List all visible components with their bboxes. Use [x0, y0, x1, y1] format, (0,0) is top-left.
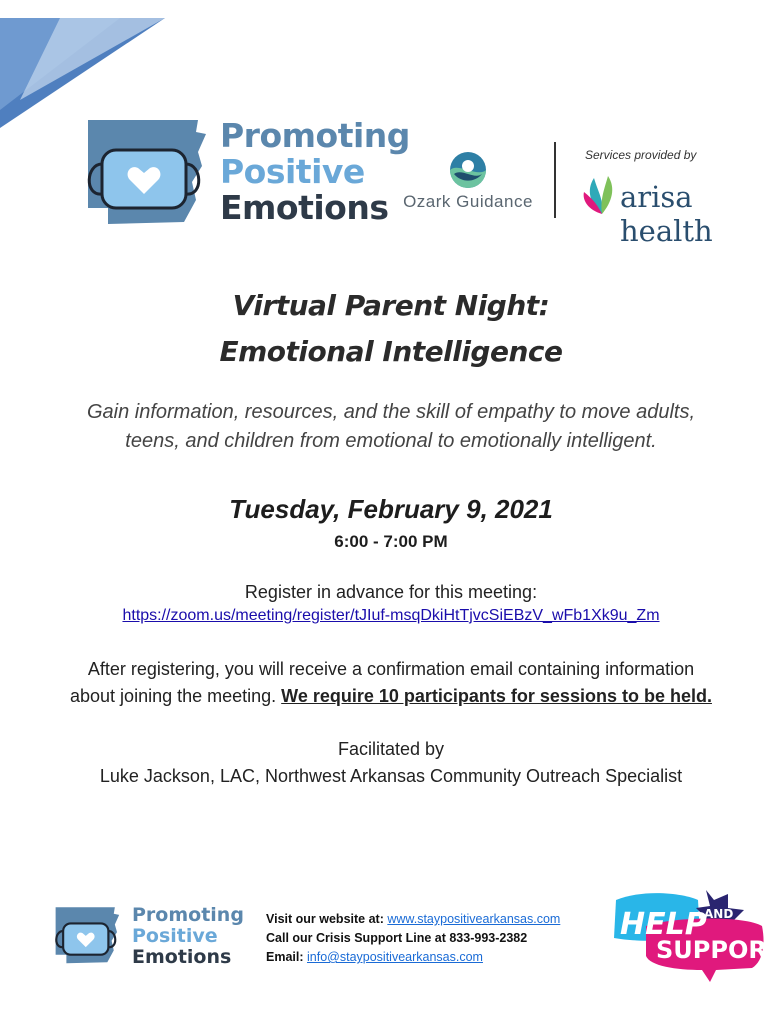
event-time: 6:00 - 7:00 PM	[334, 532, 448, 551]
badge-support-text: SUPPORT	[656, 936, 782, 964]
email-label: Email:	[266, 950, 307, 964]
participants-requirement: We require 10 participants for sessions to be held.	[281, 686, 712, 706]
register-label: Register in advance for this meeting:	[244, 582, 538, 602]
register-link[interactable]: https://zoom.us/meeting/register/tJIuf-msqDkiHtTjvcSiEBzV_wFb1Xk9u_Zm	[122, 607, 660, 624]
crisis-line-text: Call our Crisis Support Line at 833-993-2382	[266, 931, 528, 945]
corner-decoration	[0, 0, 170, 130]
badge-help-text: HELP	[620, 907, 707, 942]
facilitated-by-label: Facilitated by	[337, 739, 445, 759]
arisa-health-name: arisa health	[620, 180, 713, 248]
contact-info	[266, 910, 560, 967]
ozark-guidance-label: Ozark Guidance	[403, 192, 533, 211]
registration-info	[0, 656, 782, 710]
registration-info-line-2	[0, 683, 782, 710]
ozark-circle-icon	[448, 150, 488, 190]
arkansas-mask-icon-small	[48, 903, 130, 973]
footer-logo-line-positive: Positive	[132, 925, 218, 947]
ppe-logo-small	[48, 903, 248, 975]
arkansas-mask-icon	[80, 112, 220, 242]
ozark-guidance-logo	[398, 148, 538, 218]
logo-line-positive: Positive	[220, 152, 365, 191]
website-label: Visit our website at:	[266, 912, 388, 926]
event-description-line-2: teens, and children from emotional to emotionally intelligent.	[125, 430, 657, 452]
badge-and-text: AND	[704, 907, 734, 921]
event-date: Tuesday, February 9, 2021	[229, 494, 553, 524]
ppe-logo	[80, 112, 410, 242]
registration-info-plain: about joining the meeting.	[70, 686, 282, 706]
services-provided-label: Services provided by	[585, 148, 697, 162]
logo-divider	[554, 142, 556, 218]
facilitator-name: Luke Jackson, LAC, Northwest Arkansas Community Outreach Specialist	[99, 766, 683, 786]
footer-logo-line-promoting: Promoting	[132, 904, 244, 926]
logo-line-promoting: Promoting	[220, 116, 410, 155]
event-title-line-2: Emotional Intelligence	[219, 335, 563, 368]
arisa-flower-icon	[582, 170, 622, 216]
facilitator-block	[0, 736, 782, 790]
footer-logo-line-emotions: Emotions	[132, 946, 232, 968]
event-description-line-1: Gain information, resources, and the skill of empathy to move adults,	[86, 401, 696, 423]
event-title	[0, 283, 782, 375]
email-link[interactable]: info@staypositivearkansas.com	[307, 950, 483, 964]
registration-info-line-1: After registering, you will receive a confirmation email containing information	[87, 659, 695, 679]
email-line	[266, 948, 560, 967]
website-line	[266, 910, 560, 929]
logo-line-emotions: Emotions	[220, 188, 389, 227]
event-description	[0, 398, 782, 456]
website-link[interactable]: www.staypositivearkansas.com	[387, 912, 561, 926]
event-title-line-1: Virtual Parent Night:	[232, 289, 550, 322]
crisis-line	[266, 929, 560, 948]
help-and-support-badge	[606, 886, 782, 986]
